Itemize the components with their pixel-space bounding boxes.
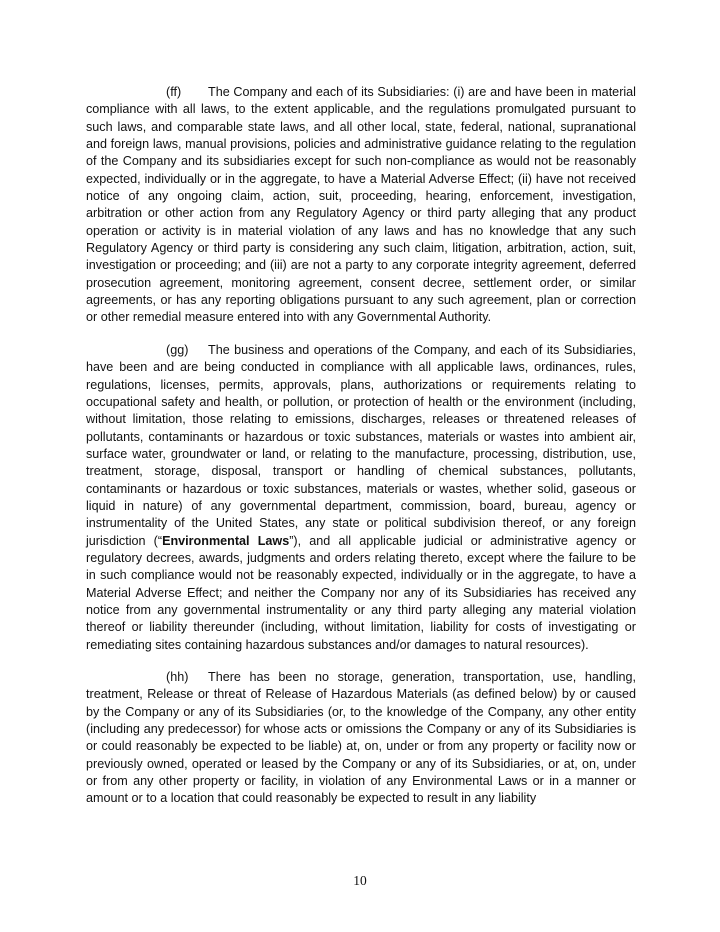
section-label: (hh): [166, 670, 189, 684]
section-gg: [86, 342, 636, 654]
section-label: (gg): [166, 342, 189, 357]
section-ff: [86, 84, 636, 327]
section-text-part-1: The business and operations of the Company, and each of its Subsidiaries, have been and are being conducted in compliance with all applicable laws, ordinances, rules, regulations, licenses, permits, approvals, plans, authorizations or requirements relating to occupational safety and health, or pollution, or protection of health or the environment (including, without limitation, those relating to emissions, discharges, releases or threatened releases of pollutants, contaminants or hazardous or toxic substances, materials or wastes into ambient air, surface water, groundwater or land, or relating to the manufacture, processing, distribution, use, treatment, storage, disposal, transport or handling of chemical substances, pollutants, contaminants or hazardous or toxic substances, materials or wastes, whether solid, gaseous or liquid in nature) of any governmental department, commission, board, bureau, agency or instrumentality of the United States, any state or political subdivision thereof, or any foreign jurisdiction (“: [86, 342, 636, 548]
document-body: [86, 84, 636, 823]
page-number: 10: [353, 873, 367, 888]
section-hh: [86, 669, 636, 808]
defined-term: Environmental Laws: [162, 533, 290, 548]
section-label: (ff): [166, 85, 182, 99]
section-text-part-2: ”), and all applicable judicial or administrative agency or regulatory decrees, awards, judgments and orders relating thereto, except where the failure to be in such compliance would not be reasonably expected, individually or in the aggregate, to have a Material Adverse Effect; and neither the Company nor any of its Subsidiaries has received any notice from any governmental instrumentality or any third party alleging any material violation thereof or liability thereunder (including, without limitation, liability for costs of investigating or remediating sites containing hazardous substances and/or damages to natural resources).: [86, 533, 636, 652]
section-text: There has been no storage, generation, transportation, use, handling, treatment, Release or threat of Release of Hazardous Materials (as defined below) by or caused by the Company or any of its Subsidiaries (or, to the knowledge of the Company, any other entity (including any predecessor) for whose acts or omissions the Company or any of its Subsidiaries is or could reasonably be expected to be liable) at, on, under or from any property or facility now or previously owned, operated or leased by the Company or any of its Subsidiaries, or at, on, under or from any other property or facility, in violation of any Environmental Laws or in a manner or amount or to a location that could reasonably be expected to result in any liability: [86, 670, 636, 806]
section-text: The Company and each of its Subsidiaries: (i) are and have been in material compliance with all laws, to the extent applicable, and the regulations promulgated pursuant to such laws, and comparable state laws, and all other local, state, federal, national, supranational and foreign laws, manual provisions, policies and administrative guidance relating to the regulation of the Company and its subsidiaries except for such non-compliance as would not be reasonably expected, individually or in the aggregate, to have a Material Adverse Effect; (ii) have not received notice of any ongoing claim, action, suit, proceeding, hearing, enforcement, investigation, arbitration or other action from any Regulatory Agency or third party alleging that any product operation or activity is in material violation of any laws and has no knowledge that any such Regulatory Agency or third party is considering any such claim, litigation, arbitration, action, suit, investigation or proceeding; and (iii) are not a party to any corporate integrity agreement, deferred prosecution agreement, monitoring agreement, consent decree, settlement order, or similar agreements, or has any reporting obligations pursuant to any such agreement, plan or correction or other remedial measure entered into with any Governmental Authority.: [86, 85, 636, 325]
